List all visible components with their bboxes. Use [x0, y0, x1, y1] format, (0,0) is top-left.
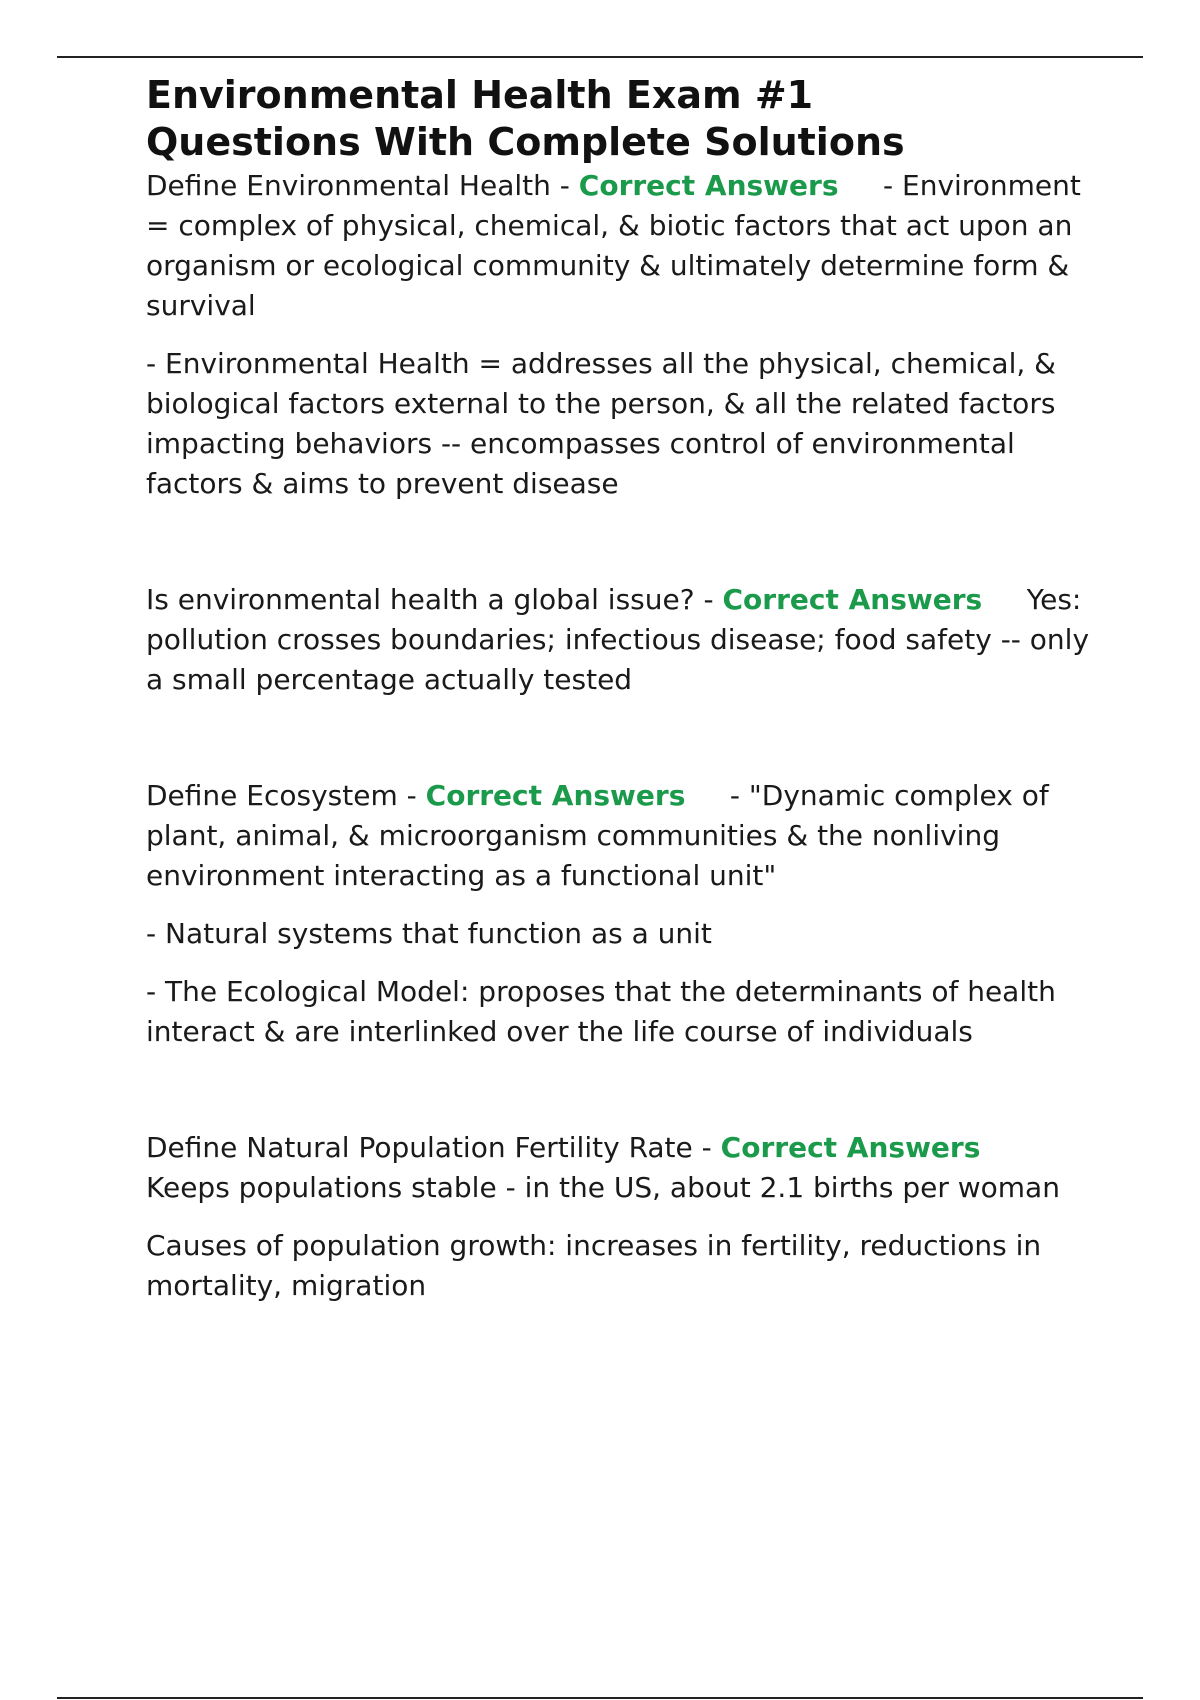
answer-text: Keeps populations stable - in the US, about 2.1 births per woman — [146, 1131, 1060, 1204]
qa-block-environmental-health — [146, 166, 1096, 504]
document-body — [146, 72, 1096, 1306]
answer-text: - "Dynamic complex of plant, animal, & microorganism communities & the nonliving environment interacting as a functional unit" — [146, 779, 1058, 892]
answer-extra-line: Causes of population growth: increases in fertility, reductions in mortality, migration — [146, 1229, 1042, 1302]
title-line-2: Questions With Complete Solutions — [146, 120, 905, 164]
question-text: Define Environmental Health - — [146, 169, 579, 202]
answer-text: - Environment = complex of physical, chemical, & biotic factors that act upon an organism or ecological community & ultimately determine form & survival — [146, 169, 1090, 322]
question-text: Is environmental health a global issue? - — [146, 583, 723, 616]
answer-label: Correct Answers — [722, 583, 983, 616]
qa-main — [146, 580, 1096, 700]
title-line-1: Environmental Health Exam #1 — [146, 73, 814, 117]
qa-main — [146, 166, 1096, 326]
answer-label: Correct Answers — [578, 169, 839, 202]
qa-main — [146, 1128, 1096, 1208]
question-text: Define Ecosystem - — [146, 779, 426, 812]
question-text: Define Natural Population Fertility Rate - — [146, 1131, 721, 1164]
bottom-rule — [57, 1697, 1143, 1699]
answer-extra-line: - Natural systems that function as a unit — [146, 917, 712, 950]
answer-extra-line: - The Ecological Model: proposes that the determinants of health interact & are interlinked over the life course of individuals — [146, 975, 1056, 1048]
answer-extra-line: - Environmental Health = addresses all the physical, chemical, & biological factors external to the person, & all the related factors impacting behaviors -- encompasses control of environmental factors & aims to prevent disease — [146, 347, 1056, 500]
qa-block-ecosystem — [146, 776, 1096, 1052]
answer-label: Correct Answers — [425, 779, 686, 812]
qa-block-global-issue — [146, 580, 1096, 700]
answer-label: Correct Answers — [720, 1131, 981, 1164]
top-rule — [57, 56, 1143, 58]
qa-block-fertility-rate — [146, 1128, 1096, 1306]
document-title — [146, 72, 1096, 166]
qa-main — [146, 776, 1096, 896]
answer-text: Yes: pollution crosses boundaries; infectious disease; food safety -- only a small percentage actually tested — [146, 583, 1098, 696]
